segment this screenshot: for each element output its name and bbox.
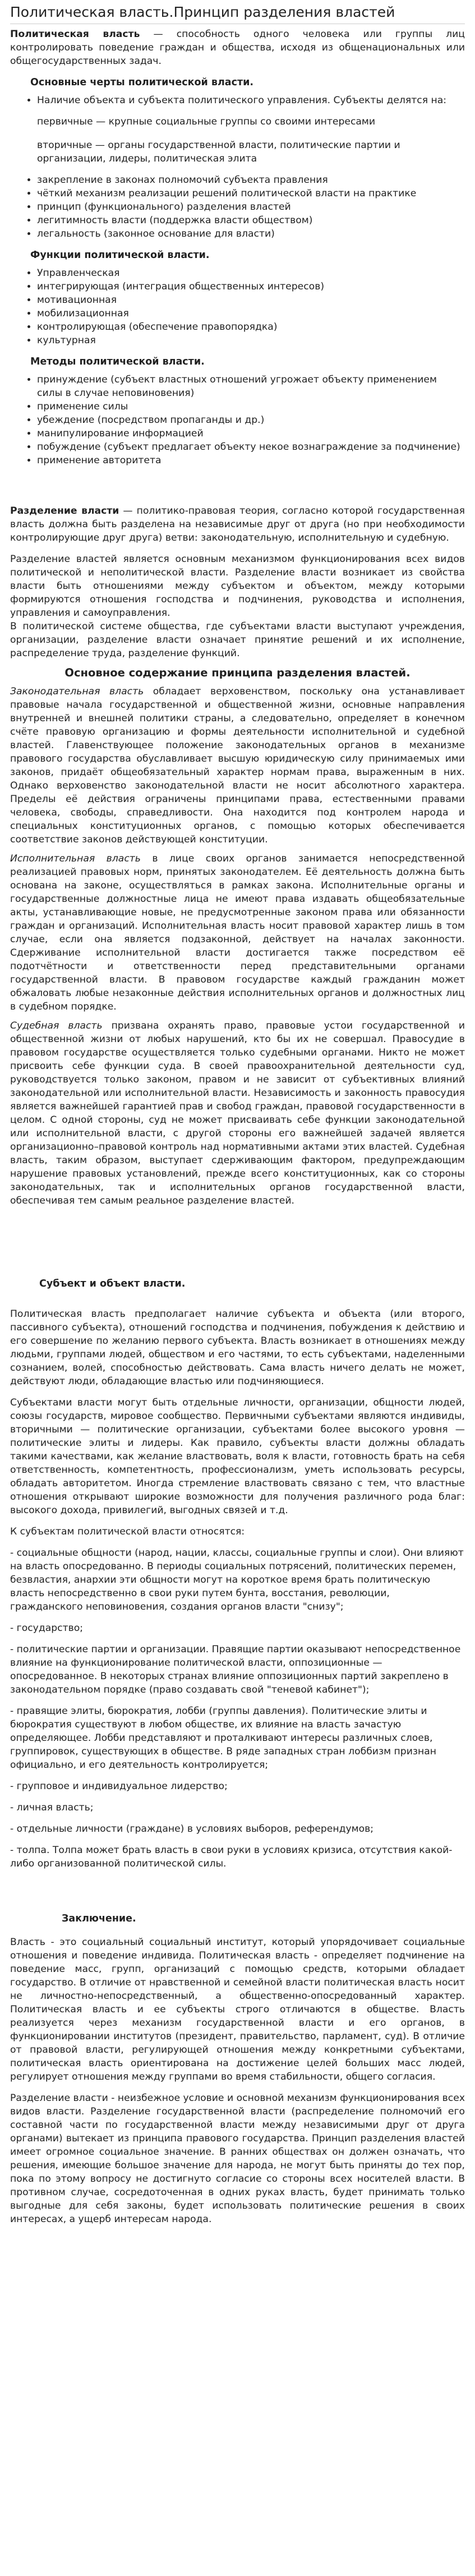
intro-text: — способность одного человека или группы лиц контролировать поведение граждан и общества, исходя из общенациональных или общегосударственных задач. — [10, 29, 465, 67]
list-item: • мотивационная — [37, 293, 465, 307]
intro-section — [10, 27, 465, 68]
separation-text: — политико-правовая теория, согласно которой государственная власть должна быть разделена на независимые друг от друга (но при необходимости контролирующие друг друга) ветви: законодательную, исполнительную и судебную. — [10, 505, 465, 543]
conclusion-heading: Заключение. — [62, 1913, 136, 1924]
separation-term: Разделение власти — [10, 505, 119, 517]
secondary-subjects: вторичные — органы государственной власти, политические партии и организации, лидеры, политическая элита — [37, 140, 400, 164]
list-item: - социальные общности (народ, нации, классы, социальные группы и слои). Они влияют на власть опосредованно. В периоды социальных потрясений, политических перемен, безвластия, анархии эти общности могут на короткое время брать политическую власть непосредственно в свои руки путем бунта, восстания, революции, гражданского неповиновения, создания органов власти "снизу"; — [10, 1547, 464, 1612]
list-item: • принцип (функционального) разделения властей — [37, 200, 465, 214]
functions-section — [10, 248, 465, 347]
judicial-paragraph — [10, 1019, 465, 1208]
list-item: - политические партии и организации. Правящие партии оказывают непосредственное влияние на функционирование политической власти, оппозиционные —опосредованное. В некоторых странах влияние оппозиционных партий закреплено в законодательном порядке (право создавать свой "теневой кабинет"); — [10, 1644, 461, 1695]
separation-paragraph: Разделение властей является основным механизмом функционирования всех видов политической и неполитической власти. Разделение власти возникает из свойства власти быть отношениями между субъектом и объектом, между которыми формируются отношения господства и подчинения, руководства и исполнения, управления и самоуправления. — [10, 554, 465, 619]
legislative-text: обладает верховенством, поскольку она устанавливает правовые начала государственной и общественной жизни, основные направления внутренней и внешней политики страны, а следовательно, определяет в конечном счёте правовую организацию и формы деятельности исполнительной и судебной властей. Главенствующее положение законодательных органов в механизме правового государства обуславливает высшую юридическую силу принимаемых ими законов, придаёт общеобязательный характер нормам права, выраженным в них. Однако верховенство законодательной власти не носит абсолютного характера. Пределы её действия ограничены принципами права, естественными правами человека, свободы, справедливости. Она находится под контролем народа и специальных конституционных органов, с помощью которых обеспечивается соответствие законов действующей конституции. — [10, 686, 465, 845]
methods-section — [10, 355, 465, 467]
subject-heading: Субъект и объект власти. — [39, 1278, 186, 1289]
conclusion-section — [10, 1912, 465, 2226]
subject-section — [10, 1277, 465, 1870]
executive-paragraph — [10, 852, 465, 1013]
primary-subjects: первичные — крупные социальные группы со своими интересами — [37, 116, 376, 127]
methods-heading: Методы политической власти. — [30, 356, 205, 367]
list-item: • контролирующая (обеспечение правопорядка) — [37, 320, 465, 334]
list-item: • мобилизационная — [37, 307, 465, 320]
subject-paragraph: Субъектами власти могут быть отдельные личности, организации, общности людей, союзы государств, мировое сообщество. Первичными субъектами являются индивиды, вторичными — политические организации, субъектами более высокого уровня — политические элиты и лидеры. Как правило, субъекты власти должны обладать такими качествами, как желание властвовать, воля к власти, готовность брать на себя ответственность, компетентность, профессионализм, уметь использовать ресурсы, обладать авторитетом. Иногда стремление властвовать связано с тем, что властные отношения открывают широкие возможности для получения различного рода благ: высокого дохода, привилегий, выгодных связей и т.д. — [10, 1397, 465, 1516]
subject-list — [10, 1546, 465, 1870]
list-item: • убеждение (посредством пропаганды и др.) — [37, 413, 465, 427]
list-item: • культурная — [37, 334, 465, 347]
list-item: - государство; — [10, 1623, 84, 1634]
list-item: - личная власть; — [10, 1802, 94, 1813]
separation-paragraph: В политической системе общества, где субъектами власти выступают учреждения, организации, разделение власти означает принятие решений и их исполнение, распределение труда, разделение функций. — [10, 621, 465, 659]
list-item: • легитимность власти (поддержка власти обществом) — [37, 214, 465, 227]
legislative-term: Законодательная власть — [10, 686, 144, 697]
list-item: - правящие элиты, бюрократия, лобби (группы давления). Политические элиты и бюрократия существуют в любом обществе, их влияние на власть зачастую определяющее. Лобби представляют и проталкивают интересы различных слоев, группировок, существующих в обществе. В ряде западных стран лоббизм признан официально, и его деятельность контролируется; — [10, 1706, 437, 1771]
subject-list-label: К субъектам политической власти относятся: — [10, 1526, 245, 1537]
functions-heading: Функции политической власти. — [30, 250, 210, 261]
conclusion-paragraph: Власть - это социальный социальный институт, который упорядочивает социальные отношения и поведение индивида. Политическая власть - определяет подчинение на поведение масс, групп, организаций с помощью средств, которыми обладает государство. В отличие от нравственной и семейной власти политическая власть носит не личностно-непосредственный, а общественно-опосредованный характер. Политическая власть и ее субъекты строго отличаются в обществе. Власть реализуется через механизм государственной власти и его органов, в функционировании институтов (президент, правительство, парламент, суд). В отличие от правовой власти, регулирующей отношения между конкретными субъектами, политическая власть ориентирована на достижение целей больших масс людей, регулирует отношения между группами во время стабильности, общего согласия. — [10, 1937, 465, 2082]
list-item: - толпа. Толпа может брать власть в свои руки в условиях кризиса, отсутствия какой-либо организованной политической силы. — [10, 1845, 453, 1869]
list-item: - групповое и индивидуальное лидерство; — [10, 1781, 228, 1792]
principle-section — [10, 666, 465, 1208]
separation-section — [10, 504, 465, 660]
principle-heading: Основное содержание принципа разделения властей. — [64, 666, 411, 679]
document — [0, 3, 475, 2226]
signs-heading: Основные черты политической власти. — [30, 77, 254, 88]
signs-list — [10, 94, 465, 241]
separation-definition — [10, 504, 465, 545]
executive-text: в лице своих органов занимается непосредственной реализацией правовых норм, принятых законодателем. Её деятельность должна быть основана на законе, осуществляться в рамках закона. Исполнительные органы и государственные должностные лица не имеют права издавать общеобязательные акты, устанавливающие новые, не предусмотренные законом права или обязанности граждан и организаций. Исполнительная власть носит правовой характер лишь в том случае, если она является подзаконной, действует на началах законности. Сдерживание исполнительной власти достигается также посредством её подотчётности и ответственности перед представительными органами государственной власти. В правовом государстве каждый гражданин может обжаловать любые незаконные действия исполнительных органов и должностных лиц в судебном порядке. — [10, 853, 465, 1012]
list-item-text: Наличие объекта и субъекта политического управления. Субъекты делятся на: — [37, 95, 447, 106]
subject-paragraph: Политическая власть предполагает наличие субъекта и объекта (или второго, пассивного субъекта), отношений господства и подчинения, побуждения к действию и его совершение по желанию первого субъекта. Власть возникает в отношениях между людьми, группами людей, обществом и его частями, то есть субъектами, наделенными сознанием, волей, способностью действовать. Сама власть ничего делать не может, действуют люди, обладающие властью или подчиняющиеся. — [10, 1308, 465, 1387]
list-item: • применение авторитета — [37, 454, 465, 467]
list-item: • применение силы — [37, 400, 465, 413]
signs-section — [10, 76, 465, 241]
list-item — [37, 94, 465, 165]
intro-term: Политическая власть — [10, 29, 140, 40]
methods-list — [10, 373, 465, 467]
list-item: • легальность (законное основание для власти) — [37, 227, 465, 241]
list-item: • манипулирование информацией — [37, 427, 465, 440]
list-item: • принуждение (субъект властных отношений угрожает объекту применением силы в случае неповиновения) — [37, 373, 465, 400]
page-title: Политическая власть.Принцип разделения властей — [10, 3, 465, 24]
list-item: • чёткий механизм реализации решений политической власти на практике — [37, 187, 465, 200]
list-item: - отдельные личности (граждане) в условиях выборов, референдумов; — [10, 1823, 374, 1835]
list-item: • Управленческая — [37, 266, 465, 280]
list-item: • закрепление в законах полномочий субъекта правления — [37, 173, 465, 187]
legislative-paragraph — [10, 685, 465, 846]
intro-paragraph — [10, 27, 465, 68]
list-item: • интегрирующая (интеграция общественных интересов) — [37, 280, 465, 293]
functions-list — [10, 266, 465, 347]
judicial-term: Судебная власть — [10, 1020, 103, 1031]
conclusion-paragraph: Разделение власти - неизбежное условие и основной механизм функционирования всех видов власти. Разделение государственной власти (распределение полномочий его составной части по государственной власти между независимыми друг от друга органами) вытекает из принципа правового государства. Принцип разделения властей имеет огромное социальное значение. В ранних обществах он должен означать, что решения, имеющие большое значение для народа, не могут быть приняты до тех пор, пока по этому вопросу не достигнуто согласие со стороны всех носителей власти. В противном случае, сосредоточенная в одних руках власть, будет принимать только выгодные для себя законы, будет использовать политические решения в своих интересах, а ущерб интересам народа. — [10, 2093, 465, 2225]
list-item: • побуждение (субъект предлагает объекту некое вознаграждение за подчинение) — [37, 440, 465, 454]
judicial-text: призвана охранять право, правовые устои государственной и общественной жизни от любых нарушений, кто бы их не совершал. Правосудие в правовом государстве осуществляется только судебными органами. Никто не может присвоить себе функции суда. В своей правоохранительной деятельности суд, руководствуется только законом, правом и не зависит от субъективных влияний законодательной или исполнительной власти. Независимость и законность правосудия является важнейшей гарантией прав и свобод граждан, правовой государственности в целом. С одной стороны, суд не может присваивать себе функции законодательной или исполнительной власти, с другой стороны его важнейшей задачей является организационно–правовой контроль над нормативными актами этих властей. Судебная власть, таким образом, выступает сдерживающим фактором, предупреждающим нарушение правовых установлений, прежде всего конституционных, как со стороны законодательных, так и исполнительных органов государственной власти, обеспечивая тем самым реальное разделение властей. — [10, 1020, 465, 1206]
executive-term: Исполнительная власть — [10, 853, 141, 864]
